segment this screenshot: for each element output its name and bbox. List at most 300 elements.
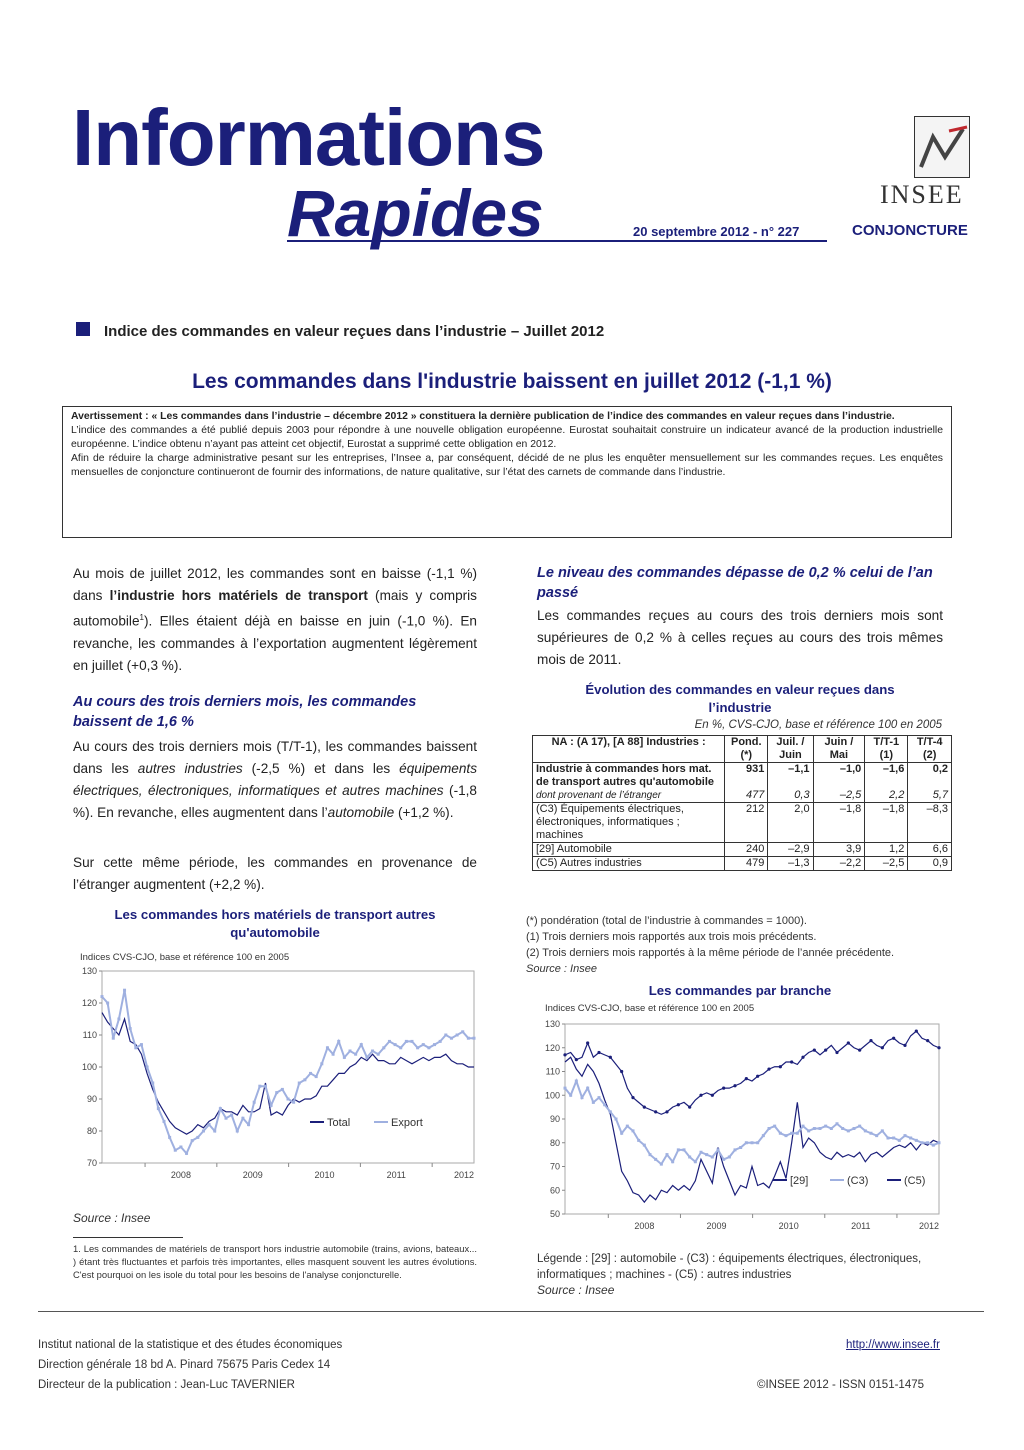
cell: –2,5 xyxy=(813,789,865,803)
series-point xyxy=(439,1040,442,1043)
p2-f: automobile xyxy=(327,805,395,820)
series-point xyxy=(637,1139,640,1142)
cell: 2,0 xyxy=(768,803,813,843)
series-point xyxy=(745,1141,748,1144)
series-point xyxy=(739,1146,742,1149)
series-point xyxy=(586,1087,589,1090)
series-point xyxy=(575,1080,578,1083)
cell: –2,5 xyxy=(865,857,908,871)
series-point xyxy=(287,1098,290,1101)
series-point xyxy=(309,1072,312,1075)
bullet-square xyxy=(76,322,90,336)
series-point xyxy=(123,989,126,992)
cell: –2,2 xyxy=(813,857,865,871)
legend-label: (C5) xyxy=(904,1175,926,1187)
series-point xyxy=(343,1056,346,1059)
series-point xyxy=(745,1077,748,1080)
series-point xyxy=(247,1123,250,1126)
series-point xyxy=(768,1127,771,1130)
series-point xyxy=(654,1110,657,1113)
th-juil-juin: Juil. / Juin xyxy=(768,736,813,763)
cell: 1,2 xyxy=(865,843,908,857)
chart1-svg xyxy=(70,965,480,1185)
series-point xyxy=(915,1139,918,1142)
series-point xyxy=(881,1129,884,1132)
series-point xyxy=(620,1070,623,1073)
y-tick-label: 90 xyxy=(549,1114,560,1124)
series-point xyxy=(909,1137,912,1140)
series-point xyxy=(382,1046,385,1049)
series-point xyxy=(298,1082,301,1085)
series-point xyxy=(700,1151,703,1154)
series-point xyxy=(677,1148,680,1151)
series-point xyxy=(191,1139,194,1142)
series-point xyxy=(722,1087,725,1090)
series-point xyxy=(796,1132,799,1135)
chart2-svg xyxy=(533,1018,945,1236)
series-point xyxy=(230,1114,233,1117)
series-line-0 xyxy=(102,1013,474,1135)
paragraph-3: Sur cette même période, les commandes en provenance de l’étranger augmentent (+2,2 %). xyxy=(73,855,477,892)
series-point xyxy=(129,1027,132,1030)
chart2-legend-text: Légende : [29] : automobile - (C3) : équipements électriques, électroniques, informatiques ; machines - (C5) : autres industries xyxy=(537,1253,922,1281)
plot-frame xyxy=(565,1024,939,1214)
series-point xyxy=(717,1148,720,1151)
x-tick-label: 2011 xyxy=(386,1170,406,1180)
y-tick-label: 120 xyxy=(544,1042,560,1053)
series-point xyxy=(270,1104,273,1107)
cell: 3,9 xyxy=(813,843,865,857)
series-point xyxy=(683,1148,686,1151)
series-point xyxy=(915,1030,918,1033)
series-point xyxy=(569,1094,572,1097)
series-point xyxy=(864,1129,867,1132)
intro-paragraph xyxy=(73,563,477,677)
series-point xyxy=(869,1039,872,1042)
series-point xyxy=(762,1134,765,1137)
series-point xyxy=(631,1096,634,1099)
y-tick-label: 70 xyxy=(86,1158,97,1168)
series-point xyxy=(337,1040,340,1043)
p2-c: (-2,5 %) et dans les xyxy=(242,761,400,776)
series-point xyxy=(904,1134,907,1137)
series-point xyxy=(858,1049,861,1052)
th-t-t1: T/T-1 (1) xyxy=(865,736,908,763)
th-juin-mai: Juin / Mai xyxy=(813,736,865,763)
series-point xyxy=(456,1034,459,1037)
section-heading-1: Au cours des trois derniers mois, les commandes baissent de 1,6 % xyxy=(73,694,417,730)
x-tick-label: 2010 xyxy=(778,1221,799,1231)
footnote-ref: 1 xyxy=(139,613,144,622)
intro-text-b: l’industrie hors matériels de transport xyxy=(109,588,368,603)
chart1-source: Source : Insee xyxy=(73,1211,151,1225)
table-header-row xyxy=(533,736,951,763)
table-row xyxy=(533,857,951,871)
series-point xyxy=(394,1043,397,1046)
y-tick-label: 120 xyxy=(81,998,97,1008)
legend-label: Total xyxy=(327,1117,351,1129)
x-tick-label: 2008 xyxy=(634,1221,655,1231)
paragraph-4: Les commandes reçues au cours des trois derniers mois sont supérieures de 0,2 % à celles reçues au cours des trois mêmes mois de 2011. xyxy=(537,608,943,667)
series-point xyxy=(117,1018,120,1021)
series-point xyxy=(666,1153,669,1156)
x-tick-label: 2012 xyxy=(453,1170,475,1180)
intro-text-c: (mais y compris automobile xyxy=(73,588,477,629)
footer-line-3: Directeur de la publication : Jean-Luc TAVERNIER xyxy=(38,1379,295,1391)
cell: 5,7 xyxy=(908,789,951,803)
paragraph-2 xyxy=(73,736,477,824)
series-point xyxy=(802,1125,805,1128)
y-tick-label: 80 xyxy=(549,1137,560,1148)
series-point xyxy=(711,1094,714,1097)
cell: (C3) Équipements électriques, électroniques, informatiques ; machines xyxy=(536,803,684,841)
series-point xyxy=(835,1051,838,1054)
footer-org xyxy=(38,1335,342,1395)
y-tick-label: 60 xyxy=(549,1185,560,1196)
footnote-rule xyxy=(73,1237,183,1238)
series-point xyxy=(365,1056,368,1059)
series-point xyxy=(163,1120,166,1123)
p2-g: (+1,2 %). xyxy=(394,805,454,820)
series-point xyxy=(773,1125,776,1128)
series-point xyxy=(898,1139,901,1142)
series-point xyxy=(615,1118,618,1121)
p2-a: Au cours des trois derniers mois (T/T-1), les commandes baissent dans les xyxy=(73,739,477,776)
series-point xyxy=(563,1053,566,1056)
series-point xyxy=(711,1156,714,1159)
y-tick-label: 130 xyxy=(544,1019,560,1029)
footnote-1: 1. Les commandes de matériels de transport hors industrie automobile (trains, avions, bateaux... ) étant très fluctuantes et parfois très importantes, elles masquent souvent les autres évolutions. C'est pourquoi on les isole du total pour les besoins de l'analyse conjoncturelle. xyxy=(73,1243,477,1280)
series-point xyxy=(411,1040,414,1043)
series-point xyxy=(258,1085,261,1088)
series-point xyxy=(819,1127,822,1130)
series-point xyxy=(813,1049,816,1052)
cell: (C5) Autres industries xyxy=(536,857,642,869)
x-tick-label: 2008 xyxy=(170,1170,191,1180)
series-point xyxy=(196,1136,199,1139)
x-tick-label: 2009 xyxy=(242,1170,263,1180)
series-point xyxy=(360,1043,363,1046)
footer-line-2: Direction générale 18 bd A. Pinard 75675 Paris Cedex 14 xyxy=(38,1359,331,1371)
series-line-1 xyxy=(565,1081,939,1164)
plot-frame xyxy=(102,971,474,1163)
series-point xyxy=(219,1107,222,1110)
series-point xyxy=(643,1144,646,1147)
legend-label: (C3) xyxy=(847,1175,869,1187)
series-point xyxy=(292,1101,295,1104)
footer-line-1: Institut national de la statistique et des études économiques xyxy=(38,1339,343,1351)
series-point xyxy=(416,1046,419,1049)
title-informations: Informations xyxy=(72,93,545,182)
series-point xyxy=(722,1158,725,1161)
warning-title: Avertissement : « Les commandes dans l’industrie – décembre 2012 » constituera la dernière publication de l’indice des commandes en valeur reçues dans l’industrie. xyxy=(71,411,895,422)
series-point xyxy=(733,1084,736,1087)
series-point xyxy=(112,1037,115,1040)
series-point xyxy=(790,1132,793,1135)
cell: –1,8 xyxy=(865,803,908,843)
series-point xyxy=(734,1148,737,1151)
series-point xyxy=(779,1132,782,1135)
series-point xyxy=(847,1041,850,1044)
issue-date: 20 septembre 2012 - n° 227 xyxy=(633,224,800,239)
cell: 0,3 xyxy=(768,789,813,803)
series-point xyxy=(870,1132,873,1135)
series-point xyxy=(332,1053,335,1056)
footer-copyright: ©INSEE 2012 - ISSN 0151-1475 xyxy=(757,1379,925,1391)
cell: –1,1 xyxy=(768,763,813,790)
series-point xyxy=(581,1096,584,1099)
header-rule xyxy=(287,240,827,242)
y-tick-label: 80 xyxy=(86,1126,97,1136)
series-point xyxy=(620,1132,623,1135)
insee-website-link[interactable]: http://www.insee.fr xyxy=(846,1339,940,1351)
y-tick-label: 100 xyxy=(81,1062,97,1072)
series-point xyxy=(626,1125,629,1128)
series-point xyxy=(643,1106,646,1109)
series-point xyxy=(564,1087,567,1090)
series-point xyxy=(705,1153,708,1156)
series-point xyxy=(320,1062,323,1065)
series-point xyxy=(881,1046,884,1049)
series-point xyxy=(932,1144,935,1147)
cell: –1,3 xyxy=(768,857,813,871)
series-point xyxy=(609,1056,612,1059)
series-point xyxy=(892,1137,895,1140)
series-point xyxy=(275,1091,278,1094)
legend-label: Export xyxy=(391,1117,423,1129)
cell: [29] Automobile xyxy=(536,843,612,855)
series-point xyxy=(433,1043,436,1046)
cell: –1,0 xyxy=(813,763,865,790)
cell: 212 xyxy=(725,803,768,843)
chart2-title: Les commandes par branche xyxy=(648,983,832,998)
series-point xyxy=(377,1053,380,1056)
series-point xyxy=(151,1082,154,1085)
p2-e: (-1,8 %). En revanche, elles augmentent dans l’ xyxy=(73,783,477,820)
series-point xyxy=(858,1125,861,1128)
series-point xyxy=(677,1103,680,1106)
footer-rule xyxy=(38,1311,984,1312)
x-tick-label: 2012 xyxy=(918,1221,940,1231)
series-point xyxy=(671,1160,674,1163)
table-row xyxy=(533,763,951,790)
series-point xyxy=(756,1141,759,1144)
data-table xyxy=(532,735,952,871)
series-point xyxy=(213,1130,216,1133)
p2-d: équipements électriques, électroniques, informatiques et autres machines xyxy=(73,761,477,798)
series-point xyxy=(592,1101,595,1104)
series-point xyxy=(140,1043,143,1046)
series-point xyxy=(921,1141,924,1144)
series-point xyxy=(179,1146,182,1149)
series-point xyxy=(264,1085,267,1088)
series-point xyxy=(315,1075,318,1078)
cell: 240 xyxy=(725,843,768,857)
series-point xyxy=(598,1096,601,1099)
cell: dont provenant de l’étranger xyxy=(536,790,662,801)
y-tick-label: 130 xyxy=(81,966,97,976)
series-point xyxy=(575,1058,578,1061)
series-point xyxy=(824,1049,827,1052)
intro-text-d: ). Elles étaient déjà en baisse en juin (-1,0 %). En revanche, les commandes à l’exportation augmentent légèrement en juillet (+0,3 %). xyxy=(73,613,477,673)
series-point xyxy=(236,1130,239,1133)
series-point xyxy=(751,1141,754,1144)
series-point xyxy=(157,1107,160,1110)
chart2-subtitle: Indices CVS-CJO, base et référence 100 en 2005 xyxy=(545,1003,755,1014)
y-tick-label: 70 xyxy=(549,1161,560,1172)
series-point xyxy=(926,1039,929,1042)
warning-paragraph-1: L’indice des commandes a été publié depuis 2003 pour répondre à une nouvelle obligation européenne. Eurostat souhaitait construire un indicateur avancé de la production industrielle européenne. L’indice obtenu n’ayant pas atteint cet objectif, Eurostat a supprimé cette obligation en 2012. xyxy=(71,425,943,450)
series-point xyxy=(473,1037,476,1040)
insee-wordmark: INSEE xyxy=(880,180,964,209)
y-tick-label: 90 xyxy=(86,1094,97,1104)
series-point xyxy=(836,1122,839,1125)
series-point xyxy=(665,1110,668,1113)
y-tick-label: 50 xyxy=(549,1209,560,1219)
series-point xyxy=(422,1043,425,1046)
series-point xyxy=(926,1141,929,1144)
series-point xyxy=(853,1127,856,1130)
series-point xyxy=(824,1125,827,1128)
cell: –1,6 xyxy=(865,763,908,790)
series-point xyxy=(354,1053,357,1056)
series-point xyxy=(767,1068,770,1071)
intro-text-a: Au mois de juillet 2012, les commandes sont en baisse (-1,1 %) dans xyxy=(73,566,477,603)
series-point xyxy=(444,1034,447,1037)
series-point xyxy=(903,1044,906,1047)
series-point xyxy=(168,1136,171,1139)
series-point xyxy=(790,1060,793,1063)
series-point xyxy=(937,1046,940,1049)
headline: Les commandes dans l'industrie baissent en juillet 2012 (-1,1 %) xyxy=(192,370,832,393)
series-point xyxy=(371,1050,374,1053)
th-pond: Pond. (*) xyxy=(725,736,768,763)
chart1-title: Les commandes hors matériels de transport autres qu'automobile xyxy=(114,907,436,940)
table-note: (1) Trois derniers mois rapportés aux trois mois précédents. xyxy=(526,931,817,943)
legend-label: [29] xyxy=(790,1175,809,1187)
series-point xyxy=(208,1123,211,1126)
series-point xyxy=(281,1088,284,1091)
series-point xyxy=(841,1127,844,1130)
title-rapides: Rapides xyxy=(287,176,544,250)
series-point xyxy=(728,1156,731,1159)
series-point xyxy=(699,1094,702,1097)
series-point xyxy=(779,1065,782,1068)
table-row xyxy=(533,843,951,857)
table-note: (*) pondération (total de l’industrie à commandes = 1000). xyxy=(526,915,807,927)
series-point xyxy=(586,1041,589,1044)
series-point xyxy=(785,1134,788,1137)
series-point xyxy=(807,1129,810,1132)
x-tick-label: 2011 xyxy=(851,1221,871,1231)
x-tick-label: 2009 xyxy=(706,1221,727,1231)
series-point xyxy=(202,1130,205,1133)
cell: 479 xyxy=(725,857,768,871)
series-point xyxy=(146,1066,149,1069)
cell: 931 xyxy=(725,763,768,790)
series-point xyxy=(938,1141,941,1144)
y-tick-label: 110 xyxy=(545,1066,560,1077)
series-point xyxy=(461,1030,464,1033)
series-point xyxy=(801,1056,804,1059)
series-point xyxy=(225,1117,228,1120)
series-point xyxy=(399,1046,402,1049)
topic-title: Indice des commandes en valeur reçues dans l’industrie – Juillet 2012 xyxy=(104,323,605,340)
series-point xyxy=(349,1050,352,1053)
series-point xyxy=(892,1037,895,1040)
cell: 6,6 xyxy=(908,843,951,857)
series-point xyxy=(597,1051,600,1054)
series-point xyxy=(875,1134,878,1137)
warning-box xyxy=(62,406,952,538)
series-point xyxy=(847,1129,850,1132)
series-point xyxy=(694,1160,697,1163)
series-point xyxy=(609,1110,612,1113)
p2-b: autres industries xyxy=(137,761,243,776)
series-point xyxy=(388,1040,391,1043)
th-t-t4: T/T-4 (2) xyxy=(908,736,951,763)
cell: 0,2 xyxy=(908,763,951,790)
series-point xyxy=(649,1153,652,1156)
table-source: Source : Insee xyxy=(526,963,597,975)
table-notes xyxy=(526,913,966,977)
chart1-subtitle: Indices CVS-CJO, base et référence 100 en 2005 xyxy=(80,952,290,963)
series-point xyxy=(241,1117,244,1120)
series-point xyxy=(688,1156,691,1159)
series-point xyxy=(185,1152,188,1155)
y-tick-label: 110 xyxy=(82,1030,97,1040)
series-point xyxy=(134,1046,137,1049)
series-point xyxy=(688,1106,691,1109)
series-point xyxy=(660,1163,663,1166)
series-point xyxy=(101,995,104,998)
series-point xyxy=(326,1046,329,1049)
series-point xyxy=(303,1078,306,1081)
cell: –1,8 xyxy=(813,803,865,843)
series-point xyxy=(603,1103,606,1106)
series-point xyxy=(813,1127,816,1130)
th-industries: NA : (A 17), [A 88] Industries : xyxy=(551,736,706,748)
series-point xyxy=(467,1037,470,1040)
series-point xyxy=(450,1037,453,1040)
series-point xyxy=(427,1046,430,1049)
cell: –2,9 xyxy=(768,843,813,857)
section-heading-2: Le niveau des commandes dépasse de 0,2 % celui de l’an passé xyxy=(537,565,933,601)
cell: 0,9 xyxy=(908,857,951,871)
series-point xyxy=(174,1149,177,1152)
series-point xyxy=(830,1127,833,1130)
series-point xyxy=(887,1137,890,1140)
conjoncture-label: CONJONCTURE xyxy=(852,222,968,239)
cell: –8,3 xyxy=(908,803,951,843)
series-point xyxy=(756,1075,759,1078)
warning-paragraph-2: Afin de réduire la charge administrative pesant sur les entreprises, l’Insee a, par conséquent, décidé de ne plus les enquêter mensuellement sur les commandes reçues. Les enquêtes mensuelles de conjoncture continueront de fournir des informations, de nature qualitative, sur l’état des carnets de commande dans l’industrie. xyxy=(71,453,943,478)
y-tick-label: 100 xyxy=(544,1090,560,1101)
series-point xyxy=(632,1129,635,1132)
cell: 2,2 xyxy=(865,789,908,803)
cell: Industrie à commandes hors mat. de transport autres qu'automobile xyxy=(536,763,715,788)
series-point xyxy=(253,1101,256,1104)
table-title: Évolution des commandes en valeur reçues dans l’industrie xyxy=(585,682,895,715)
series-point xyxy=(654,1158,657,1161)
series-point xyxy=(106,1002,109,1005)
chart2-source: Source : Insee xyxy=(537,1283,615,1297)
insee-logo-icon xyxy=(914,116,970,178)
cell: 477 xyxy=(725,789,768,803)
table-row xyxy=(533,803,951,843)
table-row xyxy=(533,789,951,803)
series-point xyxy=(405,1040,408,1043)
